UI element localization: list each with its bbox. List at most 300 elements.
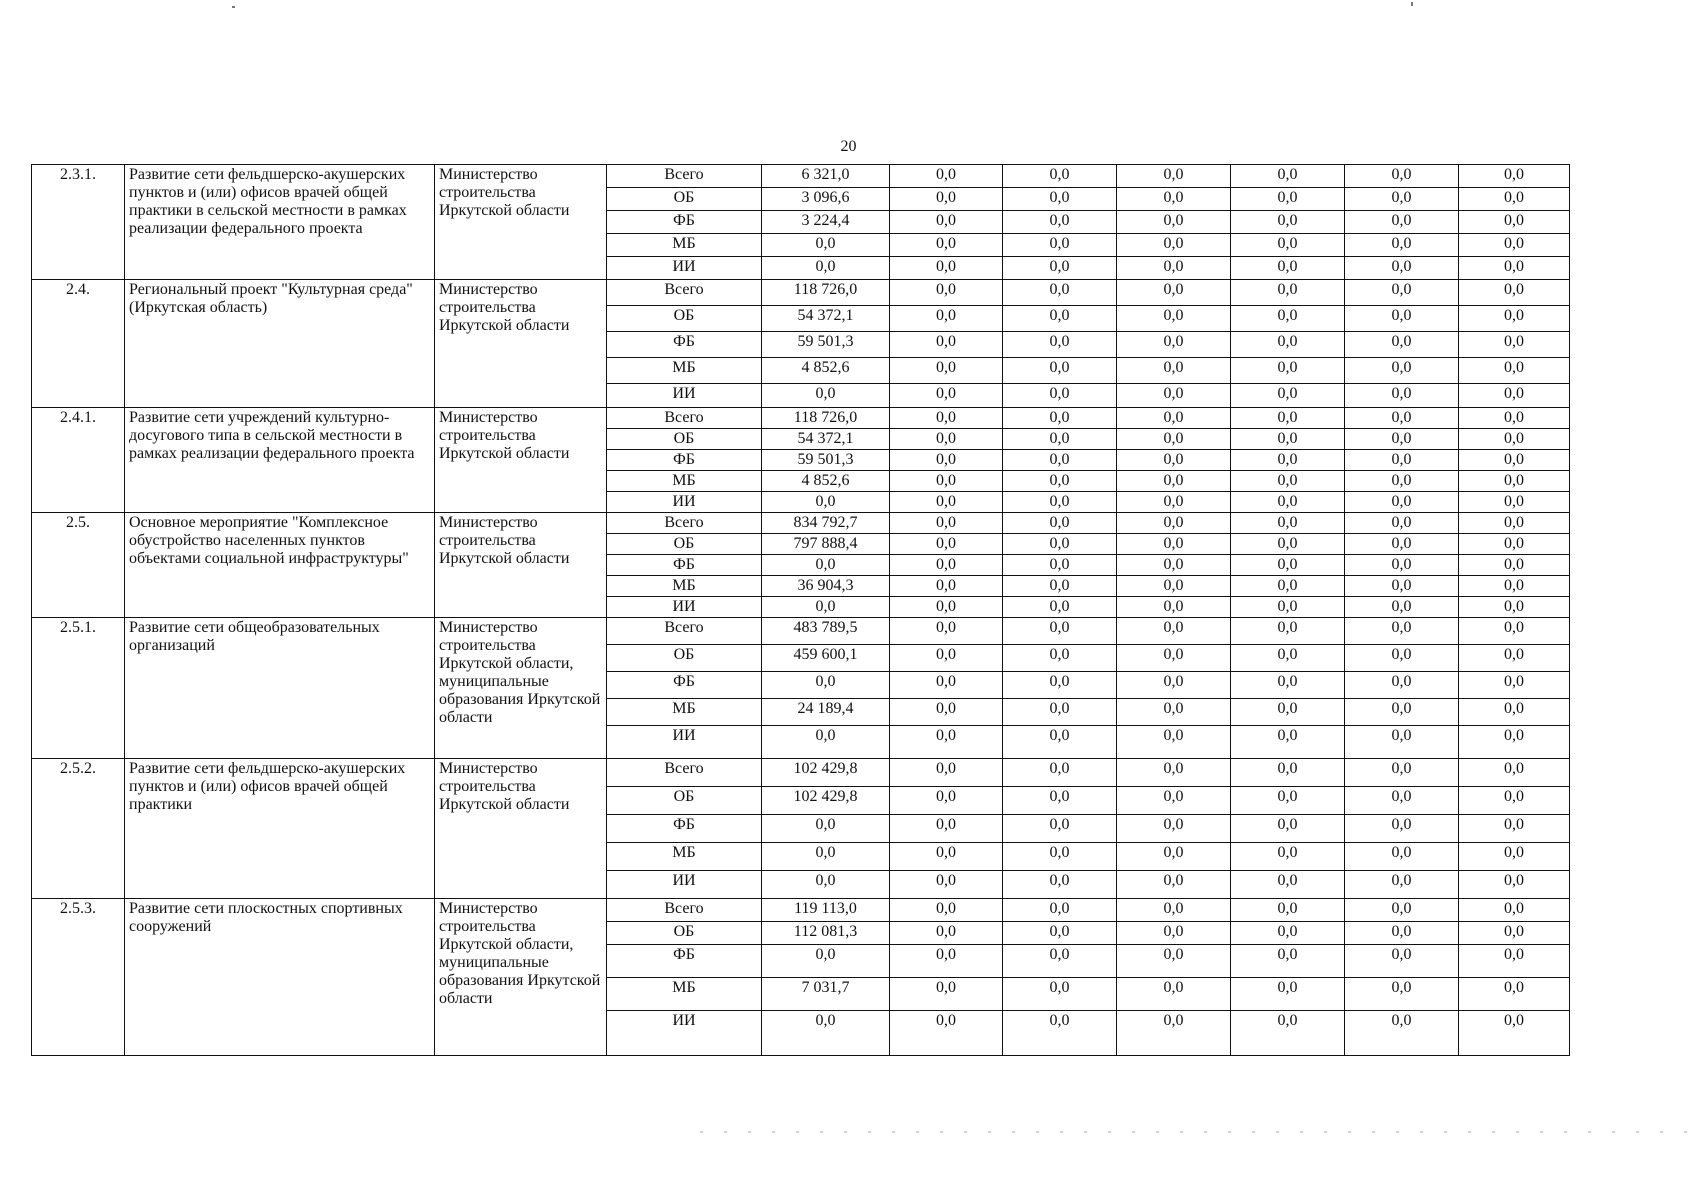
funding-year-value: 0,0 [1231, 843, 1345, 871]
funding-year-value: 0,0 [890, 188, 1003, 211]
funding-total-value: 3 096,6 [762, 188, 890, 211]
funding-year-value: 0,0 [1345, 384, 1459, 408]
funding-year-value: 0,0 [1003, 576, 1117, 597]
funding-year-value: 0,0 [1117, 306, 1231, 332]
funding-year-value: 0,0 [1459, 234, 1570, 257]
responsible-executor: Министерство строительства Иркутской области [435, 165, 607, 280]
funding-source: ОБ [607, 534, 762, 555]
funding-year-value: 0,0 [1231, 672, 1345, 699]
funding-year-value: 0,0 [1117, 513, 1231, 534]
funding-year-value: 0,0 [1231, 234, 1345, 257]
funding-year-value: 0,0 [1117, 450, 1231, 471]
funding-total-value: 459 600,1 [762, 645, 890, 672]
funding-year-value: 0,0 [890, 306, 1003, 332]
funding-total-value: 797 888,4 [762, 534, 890, 555]
funding-year-value: 0,0 [1459, 257, 1570, 280]
funding-year-value: 0,0 [1117, 871, 1231, 899]
funding-total-value: 0,0 [762, 672, 890, 699]
funding-year-value: 0,0 [890, 332, 1003, 358]
funding-year-value: 0,0 [1231, 257, 1345, 280]
funding-total-value: 4 852,6 [762, 358, 890, 384]
funding-year-value: 0,0 [1117, 759, 1231, 787]
funding-year-value: 0,0 [1117, 597, 1231, 618]
funding-total-value: 483 789,5 [762, 618, 890, 645]
funding-total-value: 6 321,0 [762, 165, 890, 188]
funding-year-value: 0,0 [1345, 234, 1459, 257]
funding-source: Всего [607, 513, 762, 534]
funding-year-value: 0,0 [1345, 211, 1459, 234]
table-row [32, 408, 1570, 429]
funding-year-value: 0,0 [1459, 672, 1570, 699]
funding-year-value: 0,0 [1345, 492, 1459, 513]
funding-total-value: 0,0 [762, 726, 890, 759]
funding-year-value: 0,0 [890, 576, 1003, 597]
funding-year-value: 0,0 [890, 471, 1003, 492]
funding-year-value: 0,0 [1231, 280, 1345, 306]
funding-year-value: 0,0 [1231, 534, 1345, 555]
funding-year-value: 0,0 [1117, 165, 1231, 188]
funding-year-value: 0,0 [1117, 922, 1231, 945]
funding-year-value: 0,0 [1117, 471, 1231, 492]
funding-year-value: 0,0 [1117, 188, 1231, 211]
funding-year-value: 0,0 [1117, 899, 1231, 922]
funding-year-value: 0,0 [890, 922, 1003, 945]
budget-table-container [31, 164, 1569, 1056]
funding-year-value: 0,0 [890, 534, 1003, 555]
row-number: 2.5.2. [32, 759, 125, 899]
funding-year-value: 0,0 [1003, 211, 1117, 234]
funding-year-value: 0,0 [1231, 492, 1345, 513]
funding-year-value: 0,0 [1459, 759, 1570, 787]
funding-year-value: 0,0 [1345, 358, 1459, 384]
funding-source: МБ [607, 699, 762, 726]
funding-year-value: 0,0 [1117, 384, 1231, 408]
funding-source: ФБ [607, 555, 762, 576]
funding-year-value: 0,0 [1345, 815, 1459, 843]
activity-description: Развитие сети фельдшерско-акушерских пунктов и (или) офисов врачей общей практики [125, 759, 435, 899]
funding-year-value: 0,0 [1345, 188, 1459, 211]
funding-year-value: 0,0 [1117, 358, 1231, 384]
funding-year-value: 0,0 [890, 234, 1003, 257]
funding-year-value: 0,0 [1459, 280, 1570, 306]
funding-year-value: 0,0 [1231, 188, 1345, 211]
funding-source: Всего [607, 165, 762, 188]
funding-year-value: 0,0 [890, 978, 1003, 1011]
funding-year-value: 0,0 [1117, 280, 1231, 306]
funding-year-value: 0,0 [1459, 815, 1570, 843]
funding-year-value: 0,0 [1345, 672, 1459, 699]
funding-year-value: 0,0 [1231, 899, 1345, 922]
funding-year-value: 0,0 [1459, 211, 1570, 234]
funding-year-value: 0,0 [1459, 429, 1570, 450]
table-row [32, 280, 1570, 306]
funding-year-value: 0,0 [1003, 257, 1117, 280]
funding-total-value: 102 429,8 [762, 759, 890, 787]
funding-year-value: 0,0 [1003, 787, 1117, 815]
funding-year-value: 0,0 [1003, 534, 1117, 555]
funding-year-value: 0,0 [1459, 787, 1570, 815]
funding-year-value: 0,0 [1459, 843, 1570, 871]
funding-year-value: 0,0 [1117, 1011, 1231, 1056]
funding-year-value: 0,0 [1345, 471, 1459, 492]
funding-year-value: 0,0 [1345, 699, 1459, 726]
funding-total-value: 4 852,6 [762, 471, 890, 492]
budget-table [31, 164, 1570, 1056]
funding-year-value: 0,0 [1231, 576, 1345, 597]
funding-total-value: 0,0 [762, 815, 890, 843]
funding-year-value: 0,0 [1459, 871, 1570, 899]
funding-year-value: 0,0 [1003, 843, 1117, 871]
funding-year-value: 0,0 [1459, 534, 1570, 555]
funding-year-value: 0,0 [1003, 815, 1117, 843]
funding-year-value: 0,0 [1003, 871, 1117, 899]
funding-year-value: 0,0 [1231, 815, 1345, 843]
funding-year-value: 0,0 [890, 699, 1003, 726]
funding-total-value: 0,0 [762, 257, 890, 280]
funding-year-value: 0,0 [1117, 618, 1231, 645]
funding-year-value: 0,0 [1117, 211, 1231, 234]
funding-year-value: 0,0 [1003, 978, 1117, 1011]
scan-artifact-dots [700, 1131, 1690, 1133]
funding-year-value: 0,0 [1345, 726, 1459, 759]
funding-year-value: 0,0 [1117, 555, 1231, 576]
funding-year-value: 0,0 [890, 280, 1003, 306]
table-row [32, 759, 1570, 787]
funding-year-value: 0,0 [1231, 787, 1345, 815]
row-number: 2.4.1. [32, 408, 125, 513]
funding-year-value: 0,0 [890, 871, 1003, 899]
funding-year-value: 0,0 [1459, 922, 1570, 945]
row-number: 2.5.3. [32, 899, 125, 1056]
funding-year-value: 0,0 [890, 358, 1003, 384]
funding-total-value: 0,0 [762, 492, 890, 513]
table-row [32, 165, 1570, 188]
funding-year-value: 0,0 [1345, 787, 1459, 815]
funding-source: ИИ [607, 726, 762, 759]
funding-year-value: 0,0 [1345, 843, 1459, 871]
funding-source: ФБ [607, 672, 762, 699]
funding-source: ИИ [607, 492, 762, 513]
funding-year-value: 0,0 [890, 645, 1003, 672]
funding-year-value: 0,0 [1117, 534, 1231, 555]
funding-year-value: 0,0 [1231, 513, 1345, 534]
funding-total-value: 0,0 [762, 234, 890, 257]
scan-mark [232, 6, 235, 8]
activity-description: Развитие сети плоскостных спортивных сооружений [125, 899, 435, 1056]
funding-year-value: 0,0 [890, 597, 1003, 618]
activity-description: Развитие сети фельдшерско-акушерских пунктов и (или) офисов врачей общей практики в сельской местности в рамках реализации федерального проекта [125, 165, 435, 280]
funding-year-value: 0,0 [1117, 234, 1231, 257]
funding-year-value: 0,0 [1003, 306, 1117, 332]
funding-total-value: 112 081,3 [762, 922, 890, 945]
funding-year-value: 0,0 [1003, 280, 1117, 306]
funding-source: ОБ [607, 188, 762, 211]
funding-year-value: 0,0 [890, 726, 1003, 759]
funding-year-value: 0,0 [890, 787, 1003, 815]
funding-source: ФБ [607, 815, 762, 843]
funding-year-value: 0,0 [1003, 384, 1117, 408]
funding-year-value: 0,0 [1345, 576, 1459, 597]
funding-year-value: 0,0 [1345, 513, 1459, 534]
funding-year-value: 0,0 [1003, 672, 1117, 699]
funding-total-value: 102 429,8 [762, 787, 890, 815]
funding-year-value: 0,0 [1231, 759, 1345, 787]
funding-year-value: 0,0 [1459, 165, 1570, 188]
funding-total-value: 834 792,7 [762, 513, 890, 534]
funding-year-value: 0,0 [1459, 645, 1570, 672]
funding-year-value: 0,0 [1231, 471, 1345, 492]
funding-year-value: 0,0 [1345, 257, 1459, 280]
funding-year-value: 0,0 [890, 211, 1003, 234]
funding-year-value: 0,0 [1117, 945, 1231, 978]
funding-year-value: 0,0 [1003, 188, 1117, 211]
funding-year-value: 0,0 [1231, 871, 1345, 899]
funding-year-value: 0,0 [1117, 645, 1231, 672]
funding-source: ФБ [607, 450, 762, 471]
funding-year-value: 0,0 [1231, 978, 1345, 1011]
funding-year-value: 0,0 [890, 759, 1003, 787]
funding-year-value: 0,0 [1345, 555, 1459, 576]
funding-year-value: 0,0 [1117, 576, 1231, 597]
funding-year-value: 0,0 [1345, 871, 1459, 899]
funding-year-value: 0,0 [1345, 922, 1459, 945]
funding-year-value: 0,0 [1231, 699, 1345, 726]
funding-year-value: 0,0 [1117, 815, 1231, 843]
funding-year-value: 0,0 [1231, 165, 1345, 188]
funding-year-value: 0,0 [1003, 471, 1117, 492]
funding-year-value: 0,0 [1459, 699, 1570, 726]
funding-year-value: 0,0 [1345, 429, 1459, 450]
funding-year-value: 0,0 [1459, 188, 1570, 211]
funding-year-value: 0,0 [1003, 945, 1117, 978]
responsible-executor: Министерство строительства Иркутской области [435, 759, 607, 899]
funding-year-value: 0,0 [1231, 726, 1345, 759]
funding-total-value: 3 224,4 [762, 211, 890, 234]
funding-year-value: 0,0 [1345, 306, 1459, 332]
funding-year-value: 0,0 [1345, 165, 1459, 188]
funding-source: ИИ [607, 597, 762, 618]
funding-source: ФБ [607, 211, 762, 234]
funding-year-value: 0,0 [1117, 257, 1231, 280]
funding-year-value: 0,0 [1003, 759, 1117, 787]
funding-source: ОБ [607, 922, 762, 945]
funding-source: МБ [607, 471, 762, 492]
funding-total-value: 118 726,0 [762, 280, 890, 306]
page-number: 20 [840, 138, 857, 155]
funding-year-value: 0,0 [890, 384, 1003, 408]
funding-year-value: 0,0 [1003, 358, 1117, 384]
responsible-executor: Министерство строительства Иркутской области, муниципальные образования Иркутской области [435, 618, 607, 759]
funding-source: ИИ [607, 1011, 762, 1056]
funding-year-value: 0,0 [890, 408, 1003, 429]
funding-total-value: 0,0 [762, 384, 890, 408]
activity-description: Основное мероприятие "Комплексное обустройство населенных пунктов объектами социальной инфраструктуры" [125, 513, 435, 618]
funding-source: ОБ [607, 306, 762, 332]
funding-total-value: 59 501,3 [762, 332, 890, 358]
funding-year-value: 0,0 [1345, 332, 1459, 358]
funding-year-value: 0,0 [890, 672, 1003, 699]
funding-year-value: 0,0 [1459, 555, 1570, 576]
funding-total-value: 119 113,0 [762, 899, 890, 922]
funding-source: ОБ [607, 429, 762, 450]
funding-year-value: 0,0 [1117, 672, 1231, 699]
funding-year-value: 0,0 [890, 257, 1003, 280]
funding-year-value: 0,0 [1003, 1011, 1117, 1056]
funding-year-value: 0,0 [1117, 332, 1231, 358]
funding-year-value: 0,0 [1345, 899, 1459, 922]
funding-total-value: 24 189,4 [762, 699, 890, 726]
funding-year-value: 0,0 [1345, 450, 1459, 471]
funding-year-value: 0,0 [890, 843, 1003, 871]
responsible-executor: Министерство строительства Иркутской области [435, 280, 607, 408]
funding-source: ОБ [607, 645, 762, 672]
funding-source: ОБ [607, 787, 762, 815]
funding-year-value: 0,0 [1003, 450, 1117, 471]
funding-source: МБ [607, 234, 762, 257]
funding-year-value: 0,0 [1459, 384, 1570, 408]
funding-year-value: 0,0 [1231, 358, 1345, 384]
funding-year-value: 0,0 [1345, 945, 1459, 978]
funding-year-value: 0,0 [1459, 450, 1570, 471]
funding-year-value: 0,0 [890, 429, 1003, 450]
funding-total-value: 118 726,0 [762, 408, 890, 429]
funding-year-value: 0,0 [890, 618, 1003, 645]
table-row [32, 513, 1570, 534]
row-number: 2.5. [32, 513, 125, 618]
funding-year-value: 0,0 [890, 513, 1003, 534]
funding-total-value: 54 372,1 [762, 306, 890, 332]
funding-year-value: 0,0 [1459, 978, 1570, 1011]
funding-year-value: 0,0 [1231, 332, 1345, 358]
funding-source: МБ [607, 843, 762, 871]
funding-year-value: 0,0 [1003, 726, 1117, 759]
funding-total-value: 0,0 [762, 945, 890, 978]
funding-year-value: 0,0 [890, 555, 1003, 576]
activity-description: Развитие сети учреждений культурно-досугового типа в сельской местности в рамках реализации федерального проекта [125, 408, 435, 513]
funding-year-value: 0,0 [1231, 945, 1345, 978]
funding-source: ИИ [607, 384, 762, 408]
funding-year-value: 0,0 [1117, 408, 1231, 429]
funding-year-value: 0,0 [1117, 787, 1231, 815]
funding-year-value: 0,0 [1459, 492, 1570, 513]
funding-year-value: 0,0 [1003, 645, 1117, 672]
funding-year-value: 0,0 [1003, 234, 1117, 257]
funding-source: Всего [607, 618, 762, 645]
activity-description: Развитие сети общеобразовательных организаций [125, 618, 435, 759]
funding-year-value: 0,0 [1003, 165, 1117, 188]
funding-year-value: 0,0 [1345, 759, 1459, 787]
funding-year-value: 0,0 [1117, 843, 1231, 871]
funding-year-value: 0,0 [1345, 645, 1459, 672]
funding-year-value: 0,0 [1231, 922, 1345, 945]
row-number: 2.4. [32, 280, 125, 408]
activity-description: Региональный проект "Культурная среда" (Иркутская область) [125, 280, 435, 408]
funding-year-value: 0,0 [1117, 429, 1231, 450]
funding-year-value: 0,0 [1117, 492, 1231, 513]
funding-year-value: 0,0 [1345, 618, 1459, 645]
funding-year-value: 0,0 [1459, 471, 1570, 492]
funding-year-value: 0,0 [890, 165, 1003, 188]
funding-year-value: 0,0 [1459, 576, 1570, 597]
funding-year-value: 0,0 [890, 450, 1003, 471]
scan-mark [1411, 2, 1413, 6]
funding-source: ИИ [607, 871, 762, 899]
funding-year-value: 0,0 [1003, 899, 1117, 922]
funding-source: МБ [607, 358, 762, 384]
funding-source: ИИ [607, 257, 762, 280]
funding-year-value: 0,0 [890, 492, 1003, 513]
funding-year-value: 0,0 [1003, 699, 1117, 726]
funding-year-value: 0,0 [1003, 492, 1117, 513]
funding-year-value: 0,0 [890, 945, 1003, 978]
funding-year-value: 0,0 [1231, 306, 1345, 332]
row-number: 2.3.1. [32, 165, 125, 280]
funding-year-value: 0,0 [1231, 618, 1345, 645]
funding-year-value: 0,0 [1345, 1011, 1459, 1056]
funding-year-value: 0,0 [1231, 384, 1345, 408]
funding-year-value: 0,0 [1459, 332, 1570, 358]
funding-year-value: 0,0 [1003, 513, 1117, 534]
funding-year-value: 0,0 [1345, 280, 1459, 306]
funding-year-value: 0,0 [890, 1011, 1003, 1056]
funding-year-value: 0,0 [1459, 408, 1570, 429]
funding-year-value: 0,0 [1231, 1011, 1345, 1056]
funding-year-value: 0,0 [1459, 597, 1570, 618]
funding-total-value: 0,0 [762, 555, 890, 576]
funding-year-value: 0,0 [1345, 978, 1459, 1011]
funding-year-value: 0,0 [1459, 899, 1570, 922]
funding-year-value: 0,0 [1345, 534, 1459, 555]
funding-year-value: 0,0 [1117, 978, 1231, 1011]
funding-year-value: 0,0 [1003, 597, 1117, 618]
funding-source: ФБ [607, 332, 762, 358]
row-number: 2.5.1. [32, 618, 125, 759]
funding-total-value: 54 372,1 [762, 429, 890, 450]
funding-year-value: 0,0 [890, 899, 1003, 922]
funding-year-value: 0,0 [1459, 618, 1570, 645]
responsible-executor: Министерство строительства Иркутской области [435, 408, 607, 513]
funding-year-value: 0,0 [1459, 726, 1570, 759]
funding-year-value: 0,0 [890, 815, 1003, 843]
funding-source: ФБ [607, 945, 762, 978]
budget-table-body [32, 165, 1570, 1056]
funding-year-value: 0,0 [1117, 726, 1231, 759]
funding-year-value: 0,0 [1003, 408, 1117, 429]
funding-year-value: 0,0 [1003, 618, 1117, 645]
funding-source: МБ [607, 978, 762, 1011]
responsible-executor: Министерство строительства Иркутской области [435, 513, 607, 618]
funding-year-value: 0,0 [1003, 555, 1117, 576]
funding-year-value: 0,0 [1459, 945, 1570, 978]
funding-source: Всего [607, 759, 762, 787]
funding-source: Всего [607, 280, 762, 306]
funding-year-value: 0,0 [1003, 332, 1117, 358]
responsible-executor: Министерство строительства Иркутской области, муниципальные образования Иркутской области [435, 899, 607, 1056]
funding-year-value: 0,0 [1231, 450, 1345, 471]
funding-year-value: 0,0 [1117, 699, 1231, 726]
funding-year-value: 0,0 [1231, 555, 1345, 576]
funding-year-value: 0,0 [1459, 513, 1570, 534]
funding-total-value: 59 501,3 [762, 450, 890, 471]
funding-year-value: 0,0 [1231, 408, 1345, 429]
funding-total-value: 7 031,7 [762, 978, 890, 1011]
funding-year-value: 0,0 [1231, 211, 1345, 234]
funding-total-value: 0,0 [762, 1011, 890, 1056]
funding-year-value: 0,0 [1459, 1011, 1570, 1056]
funding-total-value: 0,0 [762, 597, 890, 618]
funding-year-value: 0,0 [1345, 597, 1459, 618]
funding-total-value: 0,0 [762, 871, 890, 899]
